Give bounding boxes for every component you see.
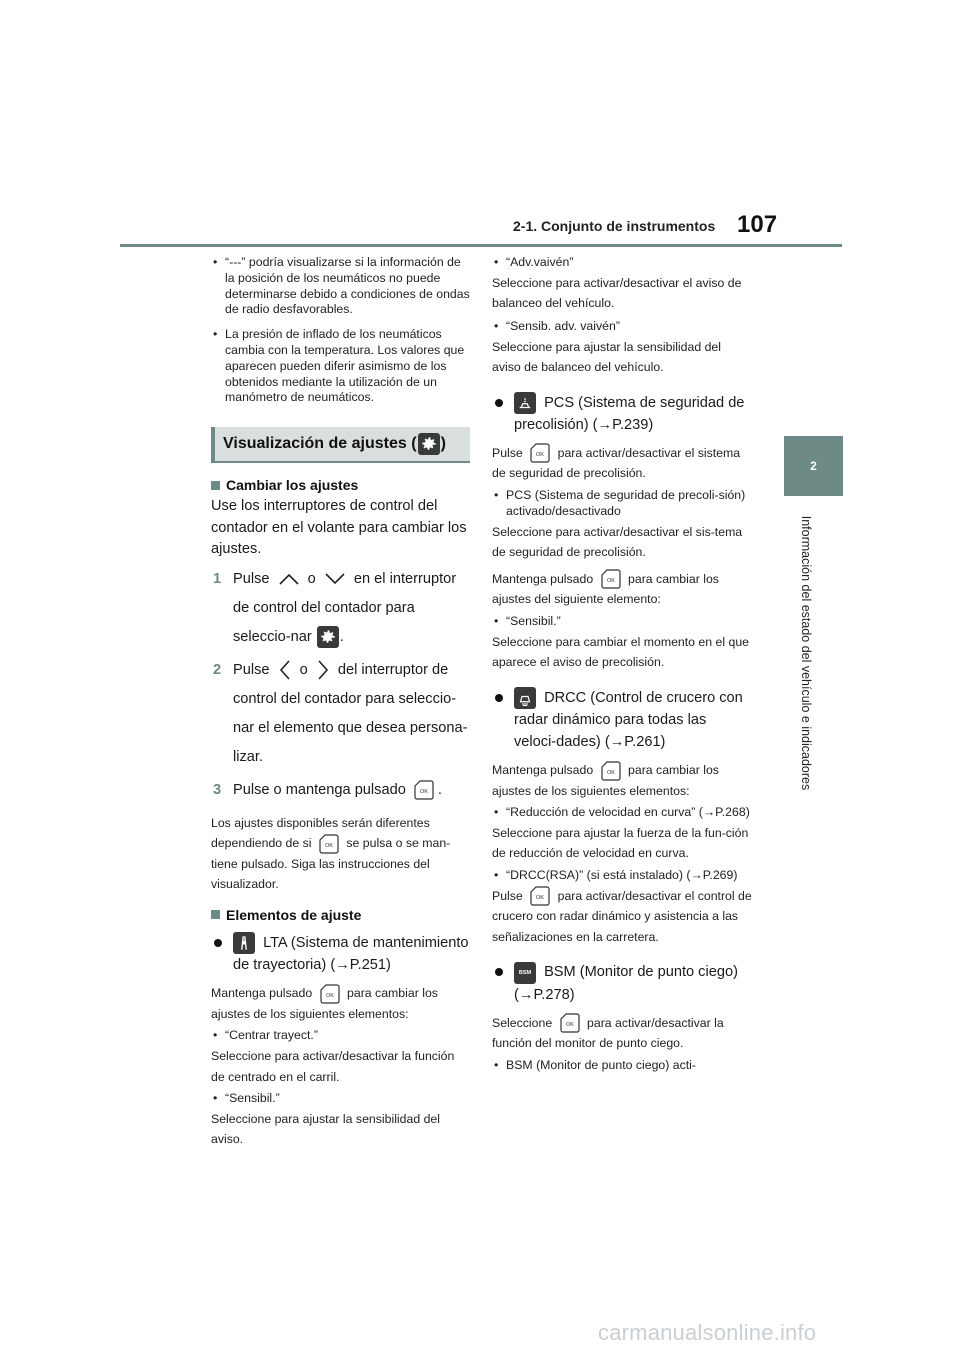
ok-button-icon bbox=[530, 443, 550, 463]
drcc-item-2: • “DRCC(RSA)” (si está instalado) (→P.269) bbox=[492, 868, 752, 884]
right-column bbox=[492, 255, 752, 1076]
ok-button-icon bbox=[560, 1013, 580, 1033]
pcs-item-2-desc: Seleccione para cambiar el momento en el que aparece el aviso de precolisión. bbox=[492, 634, 750, 670]
sens-item-desc: Seleccione para ajustar la sensibilidad del aviso de balanceo del vehículo. bbox=[492, 339, 721, 375]
step-3: 3 Pulse o mantenga pulsado OK . bbox=[211, 776, 470, 805]
bullet-dot bbox=[495, 399, 503, 407]
pcs-item-1-desc: Seleccione para activar/desactivar el sis-tema de seguridad de precolisión. bbox=[492, 524, 743, 560]
radar-cruise-icon bbox=[514, 687, 536, 709]
lane-tracing-icon bbox=[233, 932, 255, 954]
lta-item-2-desc: Seleccione para ajustar la sensibilidad del aviso. bbox=[211, 1111, 440, 1147]
lta-item-1: • “Centrar trayect.” bbox=[211, 1028, 470, 1044]
drcc-item-1: • “Reducción de velocidad en curva” (→P.268) bbox=[492, 805, 752, 821]
drcc-press-text: Pulse OK para activar/desactivar el control de crucero con radar dinámico y asistencia a las señalizaciones en la carretera. bbox=[492, 886, 752, 948]
section-title-box bbox=[211, 427, 470, 463]
svg-text:OK: OK bbox=[325, 992, 334, 999]
section-title-a: Visualización de ajustes ( bbox=[223, 435, 417, 453]
bullet-dot bbox=[495, 694, 503, 702]
square-bullet-icon bbox=[211, 910, 220, 919]
section-title-b: ) bbox=[440, 435, 446, 453]
drcc-item-1-desc: Seleccione para ajustar la fuerza de la fun-ción de reducción de velocidad en curva. bbox=[492, 825, 749, 861]
pcs-hold-text: Mantenga pulsado OK para cambiar los ajustes del siguiente elemento: bbox=[492, 569, 752, 610]
ok-button-icon bbox=[320, 984, 340, 1004]
watermark: carmanualsonline.info bbox=[598, 1320, 817, 1345]
bsm-select-text: Seleccione OK para activar/desactivar la función del monitor de punto ciego. bbox=[492, 1013, 752, 1054]
chapter-title bbox=[796, 500, 816, 805]
header-rule bbox=[120, 244, 842, 247]
svg-text:OK: OK bbox=[606, 578, 615, 585]
chapter-title-text: Información del estado del vehículo e indicadores bbox=[799, 515, 814, 790]
bullet-dot bbox=[495, 968, 503, 976]
ok-button-icon bbox=[601, 569, 621, 589]
lta-item-1-desc: Seleccione para activar/desactivar la función de centrado en el carril. bbox=[211, 1049, 455, 1084]
after-steps-text: Los ajustes disponibles serán diferentes dependiendo de si OK se pulsa o se man-tiene pulsado. Siga las instrucciones del visualizador. bbox=[211, 815, 451, 892]
chevron-up-icon bbox=[278, 572, 300, 586]
drcc-hold-text: Mantenga pulsado OK para cambiar los ajustes de los siguientes elementos: bbox=[492, 760, 752, 801]
svg-text:OK: OK bbox=[536, 452, 545, 459]
svg-text:OK: OK bbox=[536, 895, 545, 902]
note-item: • La presión de inflado de los neumáticos cambia con la temperatura. Los valores que aparecen pueden diferir asimismo de los obtenidos mediante la utilización de un manómetro de neumáticos. bbox=[211, 327, 470, 406]
blind-spot-monitor-icon: BSM bbox=[514, 962, 536, 984]
svg-text:OK: OK bbox=[565, 1022, 574, 1029]
feature-drcc: DRCC (Control de crucero con radar dinámico para todas las veloci-dades) (→P.261) bbox=[492, 687, 752, 753]
sub1-text: Use los interruptores de control del contador en el volante para cambiar los ajustes. bbox=[211, 498, 467, 558]
note-item: • “---” podría visualizarse si la información de la posición de los neumáticos no puede determinarse debido a condiciones de ondas de radio desfavorables. bbox=[211, 255, 470, 318]
gear-icon bbox=[317, 626, 339, 648]
svg-text:OK: OK bbox=[606, 769, 615, 776]
pcs-press-text: Pulse OK para activar/desactivar el sistema de seguridad de precolisión. bbox=[492, 443, 752, 484]
lta-item-2: • “Sensibil.” bbox=[211, 1091, 470, 1107]
pcs-item-2: • “Sensibil.” bbox=[492, 614, 752, 630]
adv-item-desc: Seleccione para activar/desactivar el aviso de balanceo del vehículo. bbox=[492, 275, 742, 311]
feature-bsm: BSM BSM (Monitor de punto ciego) (→P.278) bbox=[492, 961, 752, 1005]
gear-icon bbox=[418, 433, 440, 455]
svg-text:OK: OK bbox=[324, 842, 333, 849]
chevron-down-icon bbox=[324, 572, 346, 586]
ok-button-icon bbox=[319, 834, 339, 854]
pcs-item-1: • PCS (Sistema de seguridad de precoli-sión) activado/desactivado bbox=[492, 488, 752, 520]
chapter-tab: 2 bbox=[784, 436, 843, 496]
step-2: 2 Pulse o del interruptor de control del contador para seleccio-nar el elemento que desea persona-lizar. bbox=[211, 656, 470, 772]
adv-item: • “Adv.vaivén” bbox=[492, 255, 752, 271]
page-number: 107 bbox=[737, 211, 778, 238]
section-header: 2-1. Conjunto de instrumentos bbox=[513, 218, 716, 234]
bullet-dot bbox=[214, 939, 222, 947]
chevron-right-icon bbox=[316, 659, 330, 681]
feature-lta: LTA (Sistema de mantenimiento de trayectoria) (→P.251) bbox=[211, 932, 470, 976]
chevron-left-icon bbox=[278, 659, 292, 681]
subheading-cambiar: Cambiar los ajustes bbox=[211, 477, 470, 493]
lta-hold-text: Mantenga pulsado OK para cambiar los ajustes de los siguientes elementos: bbox=[211, 983, 470, 1024]
ok-button-icon bbox=[414, 780, 434, 800]
feature-pcs: PCS (Sistema de seguridad de precolisión) (→P.239) bbox=[492, 392, 752, 436]
pcs-icon bbox=[514, 392, 536, 414]
square-bullet-icon bbox=[211, 481, 220, 490]
step-1: 1 Pulse o en el interruptor de control del contador para seleccio-nar . bbox=[211, 565, 470, 652]
left-column bbox=[211, 255, 470, 1150]
subheading-elementos: Elementos de ajuste bbox=[211, 907, 470, 923]
ok-button-icon bbox=[530, 886, 550, 906]
ok-button-icon bbox=[601, 761, 621, 781]
svg-text:OK: OK bbox=[419, 788, 428, 795]
bsm-item-1: • BSM (Monitor de punto ciego) acti- bbox=[492, 1058, 752, 1074]
sens-item: • “Sensib. adv. vaivén” bbox=[492, 319, 752, 335]
